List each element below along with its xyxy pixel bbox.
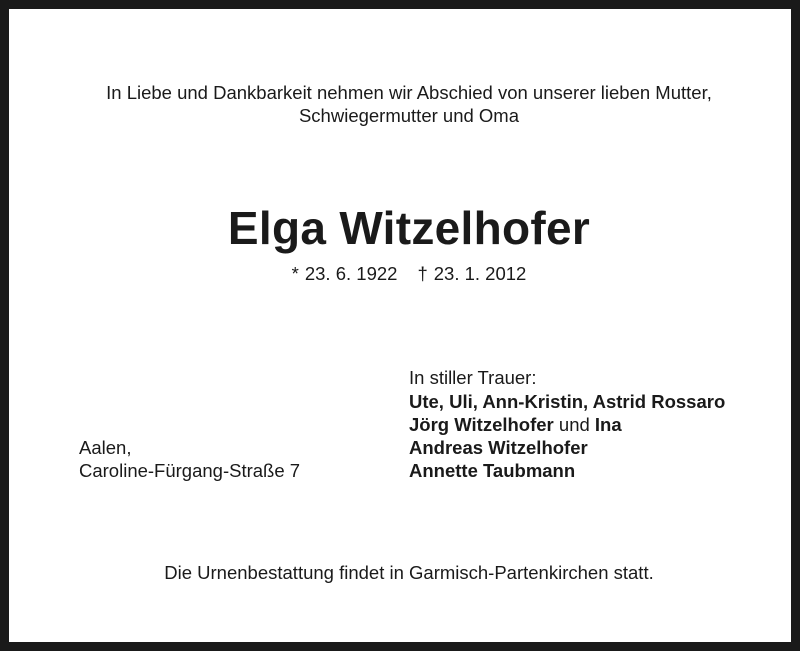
closing-note: Die Urnenbestattung findet in Garmisch-Partenkirchen statt. xyxy=(164,562,654,583)
death-date: † 23. 1. 2012 xyxy=(417,263,527,284)
address-city: Aalen, xyxy=(79,437,132,458)
birth-symbol: * xyxy=(291,263,299,284)
deceased-name: Elga Witzelhofer xyxy=(227,202,591,254)
mourner-line-4: Annette Taubmann xyxy=(409,460,576,481)
intro-line-1: In Liebe und Dankbarkeit nehmen wir Abschied von unserer lieben Mutter, xyxy=(106,82,712,103)
address-block xyxy=(79,436,300,482)
life-dates xyxy=(9,263,800,285)
intro-text xyxy=(9,81,800,127)
mourner-line-3: Andreas Witzelhofer xyxy=(409,437,588,458)
mourners-heading: In stiller Trauer: xyxy=(409,367,537,388)
address-street: Caroline-Fürgang-Straße 7 xyxy=(79,460,301,481)
mourners-list xyxy=(409,366,725,482)
intro-line-2: Schwiegermutter und Oma xyxy=(298,105,520,126)
birth-date: * 23. 6. 1922 xyxy=(291,263,398,284)
mourner-line-2: Jörg Witzelhofer und Ina xyxy=(409,414,622,435)
mourner-line-1: Ute, Uli, Ann-Kristin, Astrid Rossaro xyxy=(409,391,726,412)
death-symbol: † xyxy=(417,263,428,284)
